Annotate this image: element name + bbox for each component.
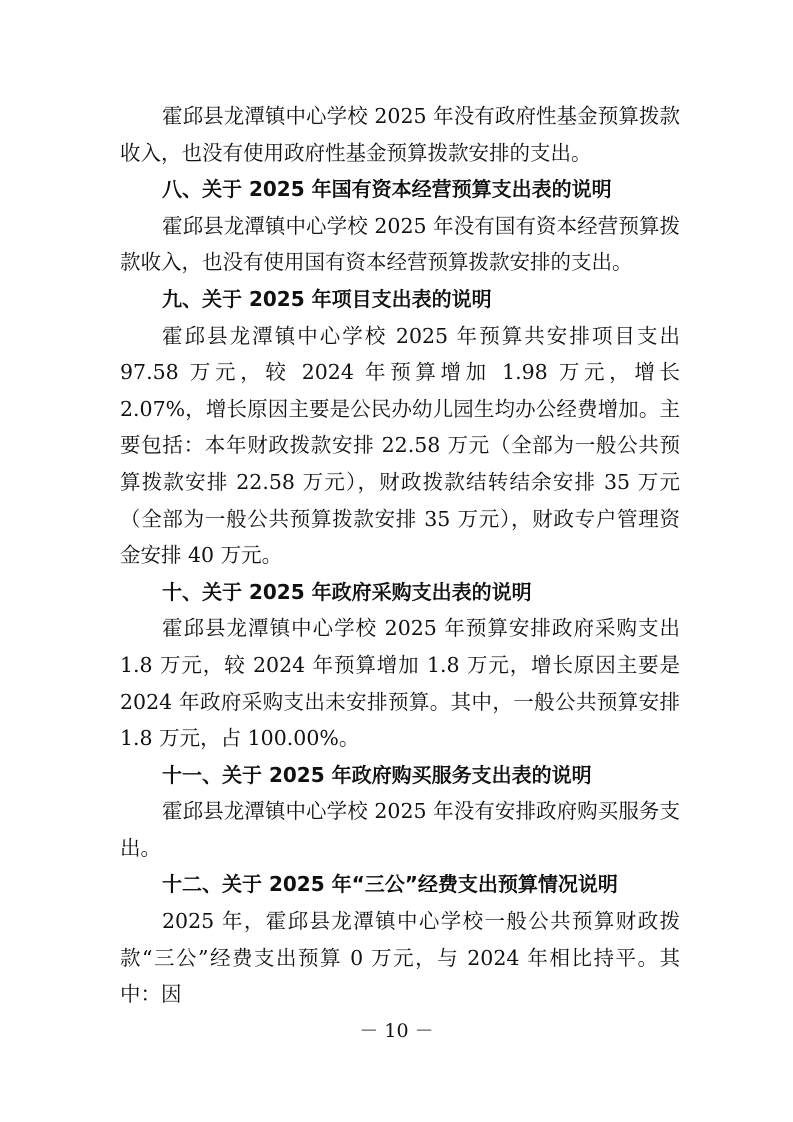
section-heading: 十一、关于 2025 年政府购买服务支出表的说明 bbox=[162, 762, 592, 787]
body-paragraph: 霍邱县龙潭镇中心学校 2025 年预算共安排项目支出 97.58 万元，较 2024 年预算增加 1.98 万元，增长 2.07%，增长原因主要是公民办幼儿园生均办公经费增加。主要包括：本年财政拨款安排 22.58 万元（全部为一般公共预算拨款安排 22.58 万元），财政拨款结转结余安排 35 万元（全部为一般公共预算拨款安排 35 万元），财政专户管理资金安排 40 万元。 bbox=[120, 323, 680, 568]
body-paragraph: 霍邱县龙潭镇中心学校 2025 年没有国有资本经营预算拨款收入，也没有使用国有资本经营预算拨款安排的支出。 bbox=[120, 213, 680, 275]
page-number: － 10 － bbox=[359, 1020, 434, 1042]
section-heading: 八、关于 2025 年国有资本经营预算支出表的说明 bbox=[162, 177, 612, 202]
body-paragraph: 2025 年，霍邱县龙潭镇中心学校一般公共预算财政拨款“三公”经费支出预算 0 万元，与 2024 年相比持平。其中：因 bbox=[120, 909, 680, 1007]
body-paragraph: 霍邱县龙潭镇中心学校 2025 年预算安排政府采购支出 1.8 万元，较 2024 年预算增加 1.8 万元，增长原因主要是 2024 年政府采购支出未安排预算。其中，一般公共预算安排 1.8 万元，占 100.00%。 bbox=[120, 616, 680, 751]
section-heading: 九、关于 2025 年项目支出表的说明 bbox=[162, 286, 492, 311]
document-body bbox=[120, 98, 680, 1013]
section-heading: 十二、关于 2025 年“三公”经费支出预算情况说明 bbox=[162, 872, 618, 897]
body-paragraph: 霍邱县龙潭镇中心学校 2025 年没有安排政府购买服务支出。 bbox=[120, 799, 680, 860]
body-paragraph: 霍邱县龙潭镇中心学校 2025 年没有政府性基金预算拨款收入，也没有使用政府性基金预算拨款安排的支出。 bbox=[120, 104, 680, 165]
section-heading: 十、关于 2025 年政府采购支出表的说明 bbox=[162, 579, 532, 604]
